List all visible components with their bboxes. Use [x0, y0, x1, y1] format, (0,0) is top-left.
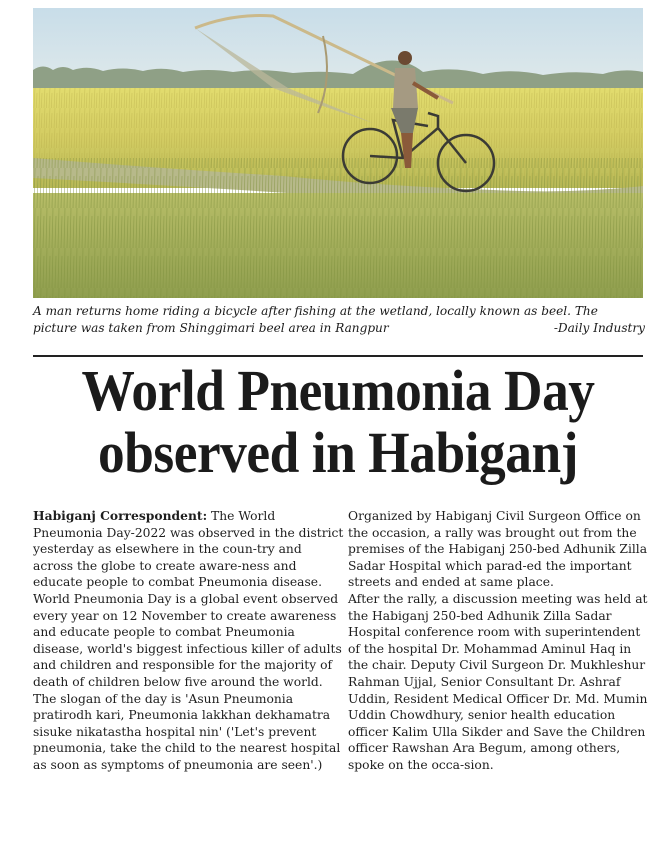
headline-line-2: observed in Habiganj — [97, 420, 579, 485]
photo-illustration — [33, 8, 643, 298]
article-paragraph — [33, 508, 345, 591]
headline-line-1: World Pneumonia Day — [81, 358, 595, 423]
photo-credit: -Daily Industry — [553, 321, 645, 335]
article-column-left — [33, 508, 345, 774]
headline — [57, 360, 618, 484]
article-paragraph: Organized by Habiganj Civil Surgeon Office on the occasion, a rally was brought out from the premises of the Habiganj 250-bed Adhunik Zilla Sadar Hospital which parad-ed the important streets and ended at same place. — [348, 509, 648, 590]
article-paragraph: The slogan of the day is 'Asun Pneumonia pratirodh kari, Pneumonia lakkhan dekhamatra sisuke nikatastha hospital nin' ('Let's prevent pneumonia, take the child to the nearest hospital as soon as symptoms of pneumonia are seen'.) — [33, 691, 341, 772]
byline: Habiganj Correspondent: — [33, 508, 208, 523]
photo-caption — [33, 303, 645, 337]
article-paragraph: World Pneumonia Day is a global event observed every year on 12 November to create awareness and educate people to combat Pneumonia disease, world's biggest infectious killer of adults and children and responsible for the majority of death of children below five around the world. — [33, 591, 342, 689]
article-column-right — [348, 508, 648, 774]
caption-line-1: A man returns home riding a bicycle after fishing at the wetland, locally known as beel. The — [33, 304, 598, 318]
section-divider — [33, 355, 643, 357]
caption-line-2: picture was taken from Shinggimari beel area in Rangpur — [33, 321, 389, 335]
article-paragraph: After the rally, a discussion meeting was held at the Habiganj 250-bed Adhunik Zilla Sadar Hospital conference room with superintendent of the hospital Dr. Mohammad Aminul Haq in the chair. Deputy Civil Surgeon Dr. Mukhleshur Rahman Ujjal, Senior Consultant Dr. Ashraf Uddin, Resident Medical Officer Dr. Md. Mumin Uddin Chowdhury, senior health education officer Kalim Ulla Sikder and Save the Children officer Rawshan Ara Begum, among others, spoke on the occa-sion. — [348, 591, 648, 772]
news-photo — [33, 8, 643, 298]
article-text: The World Pneumonia Day-2022 was observed in the district yesterday as elsewhere in the coun-try and across the globe to create aware-ness and educate people to combat Pneumonia disease. — [33, 509, 344, 590]
